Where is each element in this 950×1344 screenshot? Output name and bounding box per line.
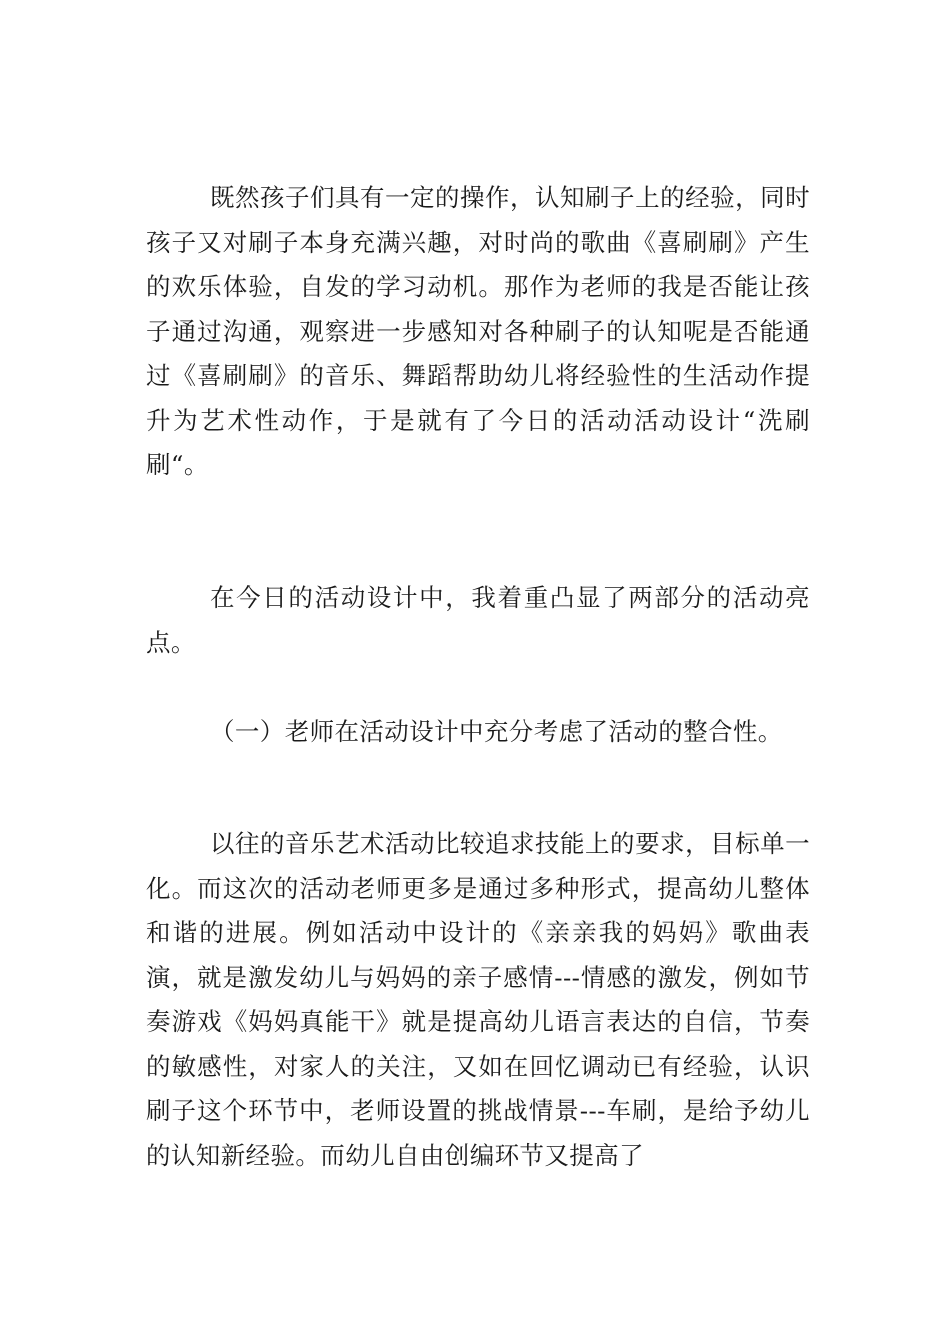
section-heading-one: （一）老师在活动设计中充分考虑了活动的整合性。 — [210, 717, 783, 746]
paragraph-integration: 以往的音乐艺术活动比较追求技能上的要求，目标单一化。而这次的活动老师更多是通过多种形式，提高幼儿整体和谐的进展。例如活动中设计的《亲亲我的妈妈》歌曲表演，就是激发幼儿与妈妈的亲子感情---情感的激发，例如节奏游戏《妈妈真能干》就是提高幼儿语言表达的自信，节奏的敏感性，对家人的关注，又如在回忆调动已有经验，认识刷子这个环节中，老师设置的挑战情景---车刷，是给予幼儿的认知新经验。而幼儿自由创编环节又提高了 — [146, 829, 810, 1170]
paragraph-highlights: 在今日的活动设计中，我着重凸显了两部分的活动亮点。 — [146, 583, 810, 657]
paragraph-intro: 既然孩子们具有一定的操作，认知刷子上的经验，同时孩子又对刷子本身充满兴趣，对时尚的歌曲《喜刷刷》产生的欢乐体验，自发的学习动机。那作为老师的我是否能让孩子通过沟通，观察进一步感知对各种刷子的认知呢是否能通过《喜刷刷》的音乐、舞蹈帮助幼儿将经验性的生活动作提升为艺术性动作，于是就有了今日的活动活动设计“洗刷刷“。 — [146, 183, 810, 479]
